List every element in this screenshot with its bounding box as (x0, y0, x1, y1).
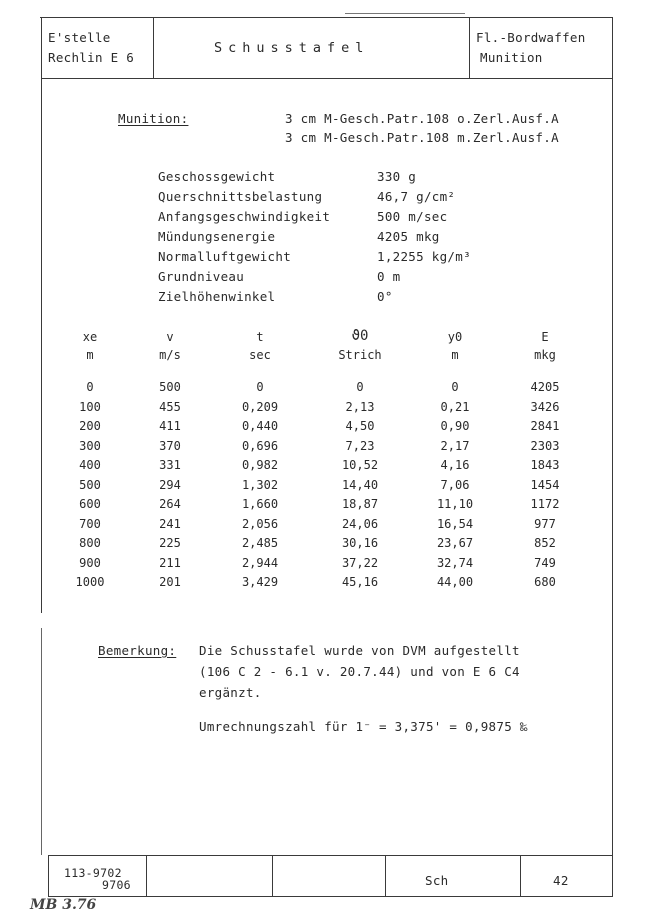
table-cell: 300 (79, 438, 101, 453)
header-divider-1 (153, 17, 154, 79)
table-header-y0-unit: m (451, 348, 459, 362)
table-cell: 18,87 (341, 497, 379, 511)
footer-divider-1 (146, 855, 147, 897)
table-cell: 294 (159, 477, 181, 492)
table-cell: 32,74 (436, 555, 474, 570)
table-cell: 0,90 (440, 419, 470, 433)
table-cell: 16,54 (436, 516, 474, 531)
table-cell: 1000 (75, 575, 105, 589)
table-cell: 0 (356, 380, 364, 394)
table-cell: 201 (159, 575, 181, 589)
munition-line2: 3 cm M-Gesch.Patr.108 m.Zerl.Ausf.A (285, 130, 559, 145)
table-cell: 7,23 (345, 438, 375, 453)
footer-page-number: 42 (553, 873, 569, 888)
table-cell: 977 (534, 516, 556, 531)
table-cell: 1843 (530, 458, 560, 472)
table-cell: 0 (86, 380, 94, 394)
table-cell: 800 (79, 536, 101, 550)
table-cell: 241 (159, 516, 181, 531)
page-title: Schusstafel (214, 40, 370, 56)
frame-left-line (41, 17, 42, 613)
table-cell: 2303 (530, 438, 560, 453)
table-cell: 4,50 (345, 419, 375, 433)
table-cell: 7,06 (440, 477, 470, 492)
table-cell: 700 (79, 516, 101, 531)
table-cell: 4205 (530, 380, 560, 394)
table-header-t-unit: sec (249, 348, 271, 362)
footer-divider-4 (520, 855, 521, 897)
header-left-line1: E'stelle (48, 30, 111, 45)
remark-line1: Die Schusstafel wurde von DVM aufgestellt (199, 643, 520, 658)
remark-line2: (106 C 2 - 6.1 v. 20.7.44) und von E 6 C4 (199, 664, 520, 679)
header-right-line2: Munition (480, 50, 543, 65)
footer-divider-2 (272, 855, 273, 897)
table-cell: 900 (79, 555, 101, 570)
table-cell: 2,17 (440, 438, 470, 453)
param-label: Grundniveau (158, 269, 245, 284)
table-cell: 30,16 (341, 536, 379, 550)
table-cell: 0,209 (241, 399, 279, 414)
table-cell: 225 (159, 536, 181, 550)
header-bottom-line (41, 78, 613, 79)
remark-label: Bemerkung: (98, 643, 177, 658)
table-cell: 0,440 (241, 419, 279, 433)
table-cell: 331 (159, 458, 181, 472)
table-cell: 0 (256, 380, 264, 394)
param-value: 4205 mkg (377, 229, 440, 244)
table-cell: 44,00 (436, 575, 474, 589)
param-label: Querschnittsbelastung (158, 189, 323, 204)
table-cell: 37,22 (341, 555, 379, 570)
table-cell: 2,13 (345, 399, 375, 414)
table-cell: 3,429 (241, 575, 279, 589)
table-cell: 100 (79, 399, 101, 414)
table-header-y0: y0 (447, 330, 463, 344)
conversion-factor: Umrechnungszahl für 1⁻ = 3,375' = 0,9875 ‰ (199, 719, 528, 734)
table-cell: 10,52 (341, 458, 379, 472)
table-cell: 0 (451, 380, 459, 394)
table-cell: 600 (79, 497, 101, 511)
table-cell: 23,67 (436, 536, 474, 550)
table-cell: 211 (159, 555, 181, 570)
table-cell: 2,056 (241, 516, 279, 531)
table-cell: 400 (79, 458, 101, 472)
footer-number-top: 113-9702 (64, 866, 122, 880)
table-cell: 500 (159, 380, 181, 394)
table-cell: 0,21 (440, 399, 470, 414)
frame-lower-left-line (41, 628, 42, 855)
header-left-line2: Rechlin E 6 (48, 50, 135, 65)
footer-bottom-line (48, 896, 612, 897)
table-cell: 1454 (530, 477, 560, 492)
table-cell: 1,302 (241, 477, 279, 492)
table-cell: 45,16 (341, 575, 379, 589)
param-label: Geschossgewicht (158, 169, 276, 184)
table-header-theta-unit: Strich (338, 348, 382, 362)
table-header-e: E (541, 330, 549, 344)
footer-sheet-label: Sch (425, 873, 449, 888)
param-label: Mündungsenergie (158, 229, 276, 244)
param-label: Anfangsgeschwindigkeit (158, 209, 331, 224)
param-value: 500 m/sec (377, 209, 448, 224)
param-value: 330 g (377, 169, 417, 184)
param-value: 1,2255 kg/m³ (377, 249, 471, 264)
table-cell: 3426 (530, 399, 560, 414)
table-cell: 4,16 (440, 458, 470, 472)
table-cell: 14,40 (341, 477, 379, 492)
table-header-v-unit: m/s (159, 348, 181, 362)
table-cell: 0,982 (241, 458, 279, 472)
param-label: Zielhöhenwinkel (158, 289, 276, 304)
table-cell: 411 (159, 419, 181, 433)
table-header-e-unit: mkg (534, 348, 556, 362)
header-divider-2 (469, 17, 470, 79)
footer-number-bottom: 9706 (102, 878, 131, 892)
table-header-v: v (166, 330, 174, 344)
table-cell: 2841 (530, 419, 560, 433)
table-cell: 852 (534, 536, 556, 550)
table-header-xe-unit: m (86, 348, 94, 362)
table-cell: 455 (159, 399, 181, 414)
table-cell: 0,696 (241, 438, 279, 453)
footer-divider-3 (385, 855, 386, 897)
munition-label: Munition: (118, 111, 189, 126)
table-header-t: t (256, 330, 264, 344)
table-cell: 370 (159, 438, 181, 453)
table-cell: 680 (534, 575, 556, 589)
handwritten-note: MB 3.76 (30, 897, 97, 913)
table-cell: 2,944 (241, 555, 279, 570)
table-cell: 500 (79, 477, 101, 492)
table-cell: 11,10 (436, 497, 474, 511)
frame-top-line (40, 17, 612, 18)
table-cell: 1172 (530, 497, 560, 511)
remark-line3: ergänzt. (199, 685, 262, 700)
table-cell: 1,660 (241, 497, 279, 511)
param-value: 0° (377, 289, 393, 304)
table-cell: 264 (159, 497, 181, 511)
param-value: 0 m (377, 269, 401, 284)
frame-right-line (612, 17, 613, 897)
footer-left-line (48, 855, 49, 897)
table-cell: 24,06 (341, 516, 379, 531)
table-cell: 749 (534, 555, 556, 570)
header-right-line1: Fl.-Bordwaffen (476, 30, 586, 45)
munition-line1: 3 cm M-Gesch.Patr.108 o.Zerl.Ausf.A (285, 111, 559, 126)
footer-top-line (48, 855, 612, 856)
table-cell: 2,485 (241, 536, 279, 550)
table-cell: 200 (79, 419, 101, 433)
param-value: 46,7 g/cm² (377, 189, 456, 204)
frame-top-faint-line (345, 13, 465, 14)
table-header-xe: xe (82, 330, 98, 344)
table-header-theta: ϑ0 (351, 328, 369, 344)
param-label: Normalluftgewicht (158, 249, 292, 264)
